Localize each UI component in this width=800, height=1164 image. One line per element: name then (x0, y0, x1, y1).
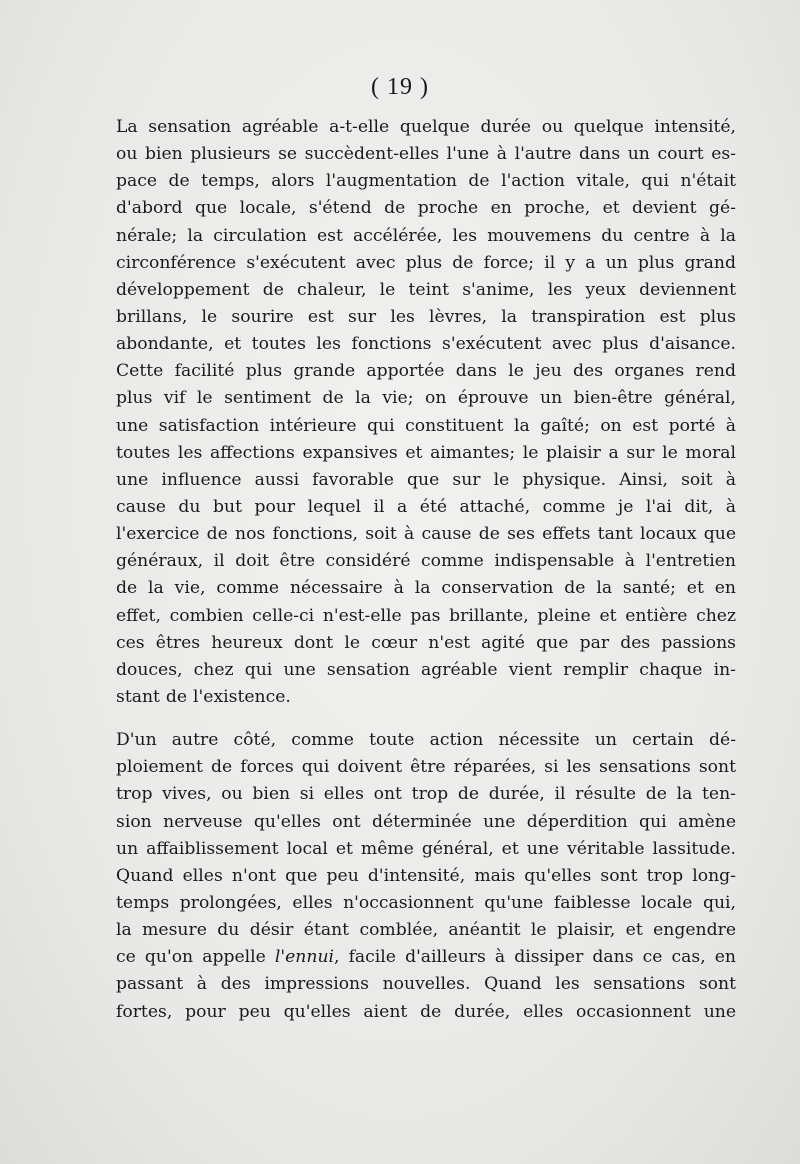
text-line: toutes les affections expansives et aimantes; le plaisir a sur le moral (116, 442, 736, 463)
text-line: temps prolongées, elles n'occasionnent qu'une faiblesse locale qui, (116, 892, 736, 913)
text-line: une influence aussi favorable que sur le physique. Ainsi, soit à (116, 469, 736, 490)
text-line: cause du but pour lequel il a été attaché, comme je l'ai dit, à (116, 496, 736, 517)
page-number: ( 19 ) (371, 74, 429, 100)
text-line: circonférence s'exécutent avec plus de force; il y a un plus grand (116, 252, 736, 273)
text-line: brillans, le sourire est sur les lèvres, la transpiration est plus (116, 306, 736, 327)
text-line-with-italic (116, 944, 736, 971)
text-line: développement de chaleur, le teint s'anime, les yeux deviennent (116, 279, 736, 300)
text-line: Quand elles n'ont que peu d'intensité, mais qu'elles sont trop long- (116, 865, 736, 886)
text-line: la mesure du désir étant comblée, anéantit le plaisir, et engendre (116, 920, 736, 941)
text-line: trop vives, ou bien si elles ont trop de durée, il résulte de la ten- (116, 784, 736, 805)
italic-term: l'ennui (274, 947, 335, 968)
text-line: nérale; la circulation est accélérée, les mouvemens du centre à la (116, 225, 736, 246)
text-line: généraux, il doit être considéré comme indispensable à l'entretien (116, 551, 736, 572)
text-line: Cette facilité plus grande apportée dans le jeu des organes rend (116, 361, 736, 382)
text-line: passant à des impressions nouvelles. Quand les sensations sont (116, 974, 736, 995)
text-line: de la vie, comme nécessaire à la conservation de la santé; et en (116, 578, 736, 599)
text-line: ces êtres heureux dont le cœur n'est agité que par des passions (116, 632, 736, 653)
text-line: d'abord que locale, s'étend de proche en proche, et devient gé- (116, 198, 736, 219)
text-line: l'exercice de nos fonctions, soit à cause de ses effets tant locaux que (116, 524, 736, 545)
text-line: une satisfaction intérieure qui constituent la gaîté; on est porté à (116, 415, 736, 436)
text-line: La sensation agréable a-t-elle quelque durée ou quelque intensité, (116, 117, 736, 137)
text-line: fortes, pour peu qu'elles aient de durée, elles occasionnent une (116, 1001, 736, 1022)
text-line: ploiement de forces qui doivent être réparées, si les sensations sont (116, 757, 736, 778)
body-text (116, 114, 736, 1026)
paragraph-1 (116, 114, 736, 711)
text-line: sion nerveuse qu'elles ont déterminée une déperdition qui amène (116, 811, 736, 832)
text-line: effet, combien celle-ci n'est-elle pas brillante, pleine et entière chez (116, 605, 736, 626)
text-line: ou bien plusieurs se succèdent-elles l'une à l'autre dans un court es- (116, 144, 736, 165)
text-line: D'un autre côté, comme toute action nécessite un certain dé- (116, 730, 736, 751)
text-fragment: ce qu'on appelle (116, 947, 275, 968)
paragraph-2 (116, 727, 736, 1026)
text-line: abondante, et toutes les fonctions s'exécutent avec plus d'aisance. (116, 334, 736, 355)
text-line: douces, chez qui une sensation agréable vient remplir chaque in- (116, 659, 736, 680)
text-line: stant de l'existence. (116, 686, 291, 707)
text-line: un affaiblissement local et même général, et une véritable lassitude. (116, 838, 736, 859)
text-line: pace de temps, alors l'augmentation de l'action vitale, qui n'était (116, 171, 736, 192)
text-fragment: , facile d'ailleurs à dissiper dans ce cas, en (334, 947, 737, 968)
paragraph-gap (116, 711, 736, 727)
text-line: plus vif le sentiment de la vie; on éprouve un bien-être général, (116, 388, 736, 409)
